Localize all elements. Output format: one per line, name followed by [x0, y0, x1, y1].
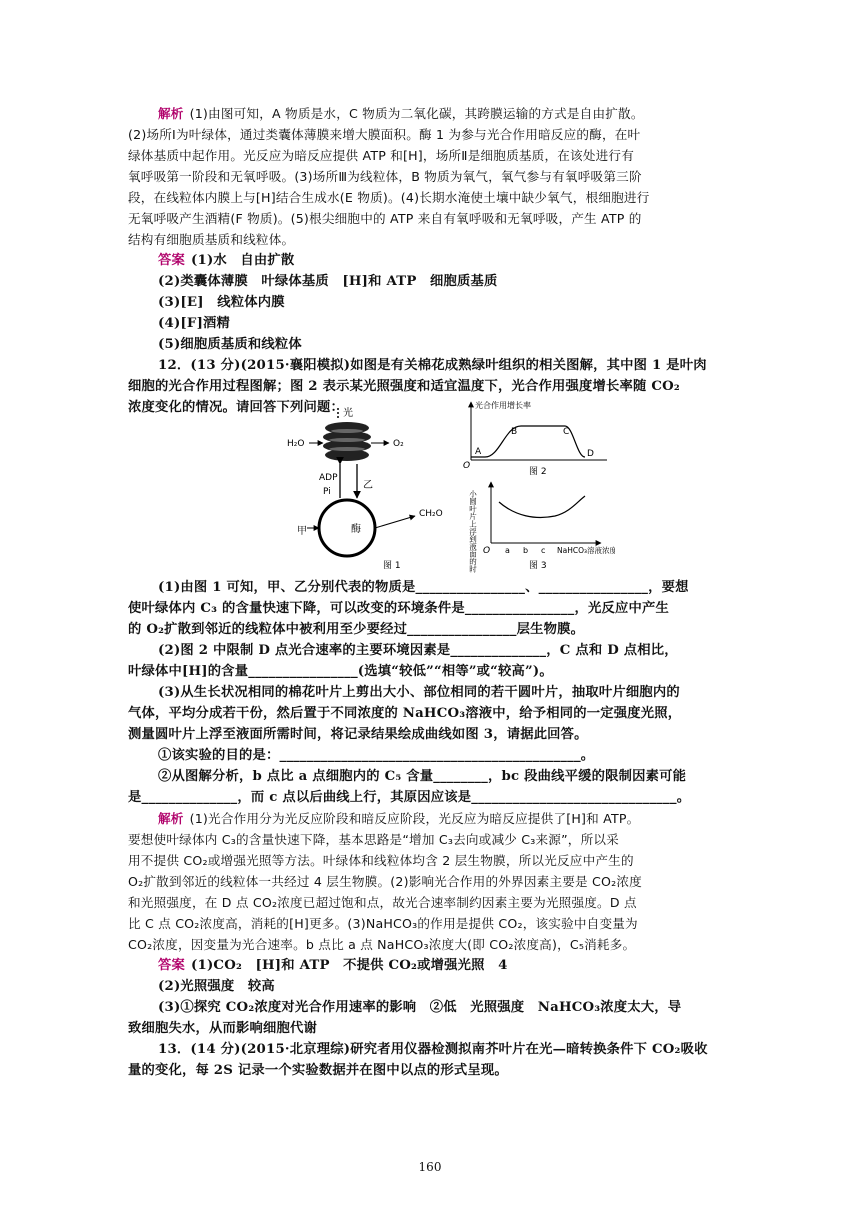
line-text: ②从图解分析，b 点比 a 点细胞内的 C₅ 含量________，bc 段曲线平缓的限制因素可能: [158, 769, 687, 784]
text-line: [128, 662, 738, 682]
fig3-ylabel: 小圆叶片上浮到液面的时间: [468, 490, 478, 573]
line-text: 比 C 点 CO₂浓度高，消耗的[H]更多。(3)NaHCO₃的作用是提供 CO₂，该实验中自变量为: [128, 916, 638, 931]
fig2-point-b: B: [511, 427, 518, 437]
text-line: [128, 851, 738, 871]
line-text: O₂扩散到邻近的线粒体一共经过 4 层生物膜。(2)影响光合作用的外界因素主要是 CO₂浓度: [128, 874, 642, 889]
text-line: [128, 872, 738, 892]
text-line: [128, 1019, 738, 1039]
line-text: 13．(14 分)(2015·北京理综)研究者用仪器检测拟南芥叶片在光—暗转换条件下 CO₂吸收: [158, 1042, 708, 1057]
fig2-caption: 图 2: [529, 467, 547, 477]
line-text: 结构有细胞质基质和线粒体。: [128, 232, 295, 247]
line-text: (1)由图可知，A 物质是水，C 物质为二氧化碳，其跨膜运输的方式是自由扩散。: [189, 106, 644, 121]
line-text: (1)水 自由扩散: [191, 253, 295, 268]
text-line: [128, 914, 738, 934]
text-line: [128, 620, 738, 640]
text-line: [128, 599, 738, 619]
figure-2: [463, 400, 607, 477]
fig2-origin: O: [463, 461, 471, 471]
line-text: (2)场所Ⅰ为叶绿体，通过类囊体薄膜来增大膜面积。酶 1 为参与光合作用暗反应的酶，在叶: [128, 127, 641, 142]
line-text: (4)[F]酒精: [158, 316, 231, 331]
text-line: [158, 356, 768, 376]
line-text: 绿体基质中起作用。光反应为暗反应提供 ATP 和[H]，场所Ⅱ是细胞质基质，在该处进行有: [128, 148, 635, 163]
text-line: [128, 209, 738, 229]
fig2-ylabel: 光合作用增长率: [475, 401, 531, 410]
line-text: 细胞的光合作用过程图解；图 2 表示某光照强度和适宜温度下，光合作用强度增长率随 CO₂: [128, 379, 680, 394]
line-text: (2)光照强度 较高: [158, 979, 275, 994]
page-number: 160: [418, 1160, 442, 1174]
line-text: 的 O₂扩散到邻近的线粒体中被利用至少要经过________________层生物膜。: [128, 622, 585, 637]
fig2-point-a: A: [475, 447, 482, 457]
text-line: [128, 935, 738, 955]
text-line: [158, 977, 768, 997]
line-text: 量的变化，每 2S 记录一个实验数据并在图中以点的形式呈现。: [128, 1063, 508, 1078]
text-line: [158, 998, 768, 1018]
line-text: CO₂浓度，因变量为光合速率。b 点比 a 点 NaHCO₃浓度大(即 CO₂浓度高)，C₅消耗多。: [128, 937, 636, 952]
text-line: [128, 146, 738, 166]
line-text: 致细胞失水，从而影响细胞代谢: [128, 1021, 317, 1036]
text-line: [128, 230, 738, 250]
line-text: 使叶绿体内 C₃ 的含量快速下降，可以改变的环境条件是________________，光反应中产生: [128, 601, 669, 616]
text-line: [158, 1040, 768, 1060]
line-text: (1)CO₂ [H]和 ATP 不提供 CO₂或增强光照 4: [191, 958, 508, 973]
line-text: 用不提供 CO₂或增强光照等方法。叶绿体和线粒体均含 2 层生物膜，所以光反应中产生的: [128, 853, 634, 868]
figure-1: [287, 406, 443, 571]
fig3-tick-c: c: [541, 546, 546, 555]
line-text: (1)光合作用分为光反应阶段和暗反应阶段，光反应为暗反应提供了[H]和 ATP。: [189, 811, 640, 826]
fig3-tick-a: a: [505, 546, 510, 555]
text-line: [158, 104, 768, 124]
text-line: [128, 893, 738, 913]
fig1-adp-label: ADP: [319, 473, 338, 483]
fig1-o2-label: O₂: [393, 439, 404, 449]
text-line: [128, 788, 738, 808]
line-text: (3)[E] 线粒体内膜: [158, 295, 285, 310]
figure-svg: [285, 398, 615, 573]
figure-photosynthesis: [285, 398, 615, 573]
line-text: (3)从生长状况相同的棉花叶片上剪出大小、部位相同的若干圆叶片，抽取叶片细胞内的: [158, 685, 680, 700]
fig1-enzyme-label: 酶: [351, 524, 361, 535]
text-line: [158, 809, 768, 829]
fig2-point-d: D: [587, 449, 594, 459]
fig1-pi-label: Pi: [323, 487, 331, 497]
text-line: [128, 188, 738, 208]
line-text: (2)类囊体薄膜 叶绿体基质 [H]和 ATP 细胞质基质: [158, 274, 498, 289]
text-line: [128, 1061, 738, 1081]
fig1-caption: 图 1: [383, 561, 401, 571]
text-line: [128, 167, 738, 187]
fig1-light-label: 光: [343, 408, 353, 419]
fig3-origin: O: [483, 546, 491, 556]
calvin-cycle: [319, 500, 375, 556]
label-tag: 解析: [158, 106, 184, 121]
line-text: 氧呼吸第一阶段和无氧呼吸。(3)场所Ⅲ为线粒体，B 物质为氧气，氧气参与有氧呼吸第三阶: [128, 169, 642, 184]
thylakoid-stack-icon: [323, 422, 371, 461]
line-text: 测量圆叶片上浮至液面所需时间，将记录结果绘成曲线如图 3，请据此回答。: [128, 727, 588, 742]
text-line: [128, 704, 738, 724]
text-line: [158, 956, 768, 976]
text-line: [158, 746, 768, 766]
fig1-ch2o-label: CH₂O: [419, 509, 443, 519]
line-text: 浓度变化的情况。请回答下列问题：: [128, 400, 344, 415]
text-line: [128, 830, 738, 850]
line-text: (5)细胞质基质和线粒体: [158, 337, 302, 352]
figure-3: [468, 482, 615, 573]
line-text: 段，在线粒体内膜上与[H]结合生成水(E 物质)。(4)长期水淹使土壤中缺少氧气，根细胞进行: [128, 190, 650, 205]
text-line: [158, 767, 768, 787]
fig1-h2o-label: H₂O: [287, 439, 305, 449]
fig3-caption: 图 3: [529, 561, 547, 571]
fig2-point-c: C: [563, 427, 570, 437]
text-line: [158, 314, 768, 334]
label-tag: 答案: [158, 958, 185, 973]
fig3-curve: [499, 496, 585, 517]
line-text: ①该实验的目的是：____________________________________________。: [158, 748, 595, 763]
line-text: (1)由图 1 可知，甲、乙分别代表的物质是________________、________________，要想: [158, 580, 689, 595]
text-line: [158, 335, 768, 355]
label-tag: 答案: [158, 253, 185, 268]
text-line: [128, 125, 738, 145]
text-line: [128, 377, 738, 397]
line-text: 无氧呼吸产生酒精(F 物质)。(5)根尖细胞中的 ATP 来自有氧呼吸和无氧呼吸，产生 ATP 的: [128, 211, 642, 226]
fig3-xlabel: NaHCO₃溶液浓度: [557, 546, 615, 555]
line-text: 12．(13 分)(2015·襄阳模拟)如图是有关棉花成熟绿叶组织的相关图解，其中图 1 是叶肉: [158, 358, 707, 373]
line-text: 气体，平均分成若干份，然后置于不同浓度的 NaHCO₃溶液中，给予相同的一定强度光照，: [128, 706, 682, 721]
fig3-tick-b: b: [523, 546, 529, 555]
text-line: [158, 272, 768, 292]
line-text: (2)图 2 中限制 D 点光合速率的主要环境因素是______________，C 点和 D 点相比，: [158, 643, 678, 658]
text-line: [158, 641, 768, 661]
label-tag: 解析: [158, 811, 184, 826]
fig1-jia-label: 甲: [297, 526, 307, 537]
text-line: [158, 683, 768, 703]
text-line: [158, 293, 768, 313]
text-line: [158, 578, 768, 598]
fig1-yi-label: 乙: [363, 480, 373, 491]
line-text: 叶绿体中[H]的含量________________(选填“较低”“相等”或“较高”)。: [128, 664, 553, 679]
text-line: [158, 251, 768, 271]
text-line: [128, 725, 738, 745]
line-text: (3)①探究 CO₂浓度对光合作用速率的影响 ②低 光照强度 NaHCO₃浓度太大，导: [158, 1000, 682, 1015]
line-text: 要想使叶绿体内 C₃的含量快速下降，基本思路是“增加 C₃去向或减少 C₃来源”，所以采: [128, 832, 619, 847]
line-text: 和光照强度，在 D 点 CO₂浓度已超过饱和点，故光合速率制约因素主要为光照强度。D 点: [128, 895, 637, 910]
line-text: 是______________，而 c 点以后曲线上行，其原因应该是______________________________。: [128, 790, 691, 805]
